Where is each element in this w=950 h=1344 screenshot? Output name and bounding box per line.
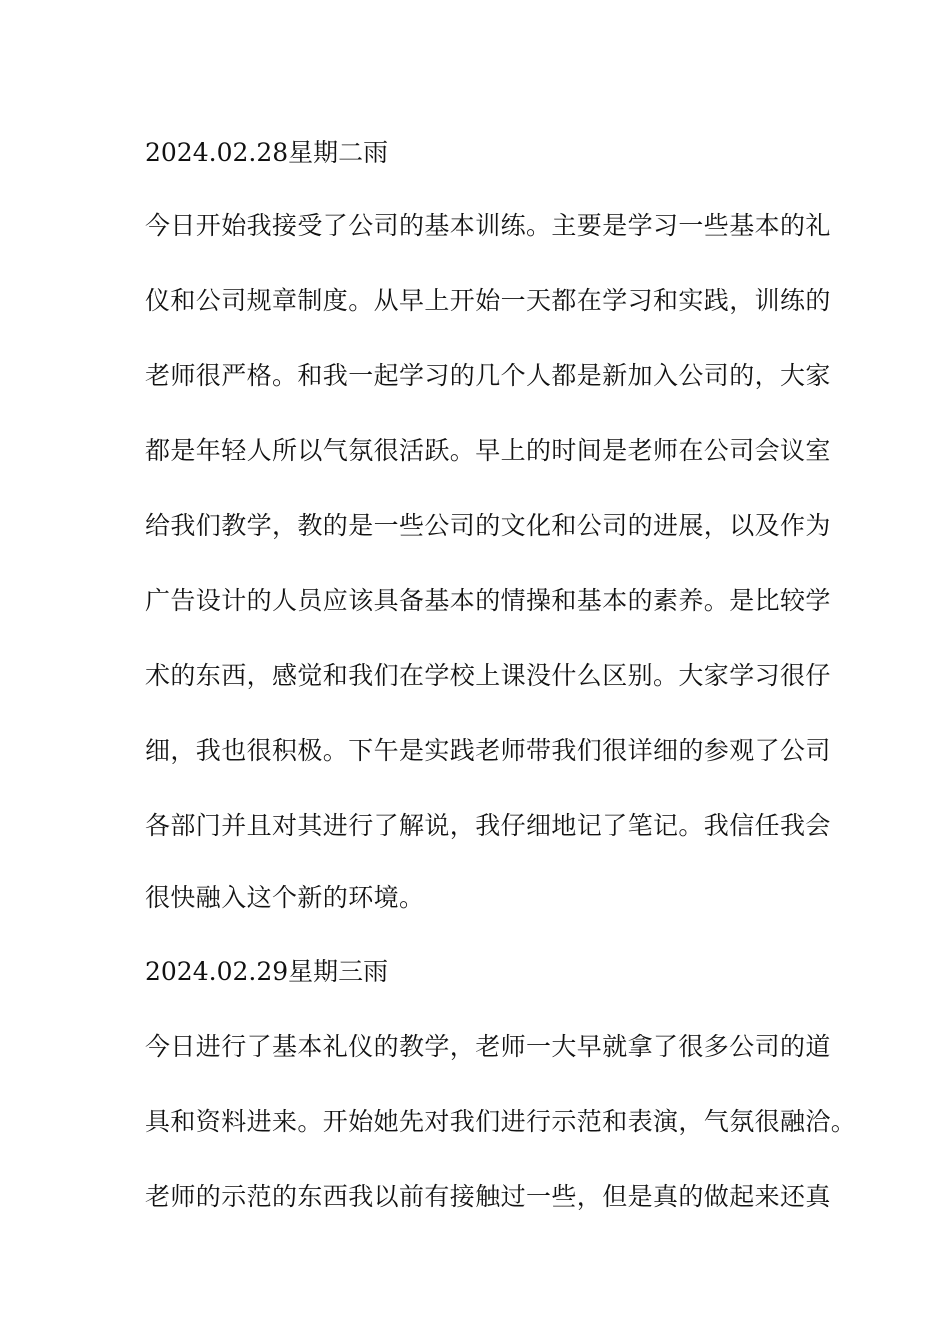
paragraph-line: 术的东西，感觉和我们在学校上课没什么区别。大家学习很仔 bbox=[145, 661, 831, 690]
paragraph-line: 给我们教学，教的是一些公司的文化和公司的进展，以及作为 bbox=[145, 511, 831, 540]
paragraph-line: 老师的示范的东西我以前有接触过一些，但是真的做起来还真 bbox=[145, 1182, 831, 1211]
paragraph-line: 广告设计的人员应该具备基本的情操和基本的素养。是比较学 bbox=[145, 586, 831, 615]
entry-date: 2024.02.28星期二雨 bbox=[145, 138, 389, 167]
paragraph-line: 很快融入这个新的环境。 bbox=[145, 883, 425, 912]
paragraph-line: 细，我也很积极。下午是实践老师带我们很详细的参观了公司 bbox=[145, 736, 831, 765]
paragraph-line: 具和资料进来。开始她先对我们进行示范和表演，气氛很融洽。 bbox=[145, 1107, 857, 1136]
paragraph-line: 各部门并且对其进行了解说，我仔细地记了笔记。我信任我会 bbox=[145, 811, 831, 840]
paragraph-line: 老师很严格。和我一起学习的几个人都是新加入公司的，大家 bbox=[145, 361, 831, 390]
paragraph-line: 都是年轻人所以气氛很活跃。早上的时间是老师在公司会议室 bbox=[145, 436, 831, 465]
entry-date: 2024.02.29星期三雨 bbox=[145, 957, 389, 986]
paragraph-line: 今日进行了基本礼仪的教学，老师一大早就拿了很多公司的道 bbox=[145, 1032, 831, 1061]
paragraph-line: 仪和公司规章制度。从早上开始一天都在学习和实践，训练的 bbox=[145, 286, 831, 315]
paragraph-line: 今日开始我接受了公司的基本训练。主要是学习一些基本的礼 bbox=[145, 211, 831, 240]
